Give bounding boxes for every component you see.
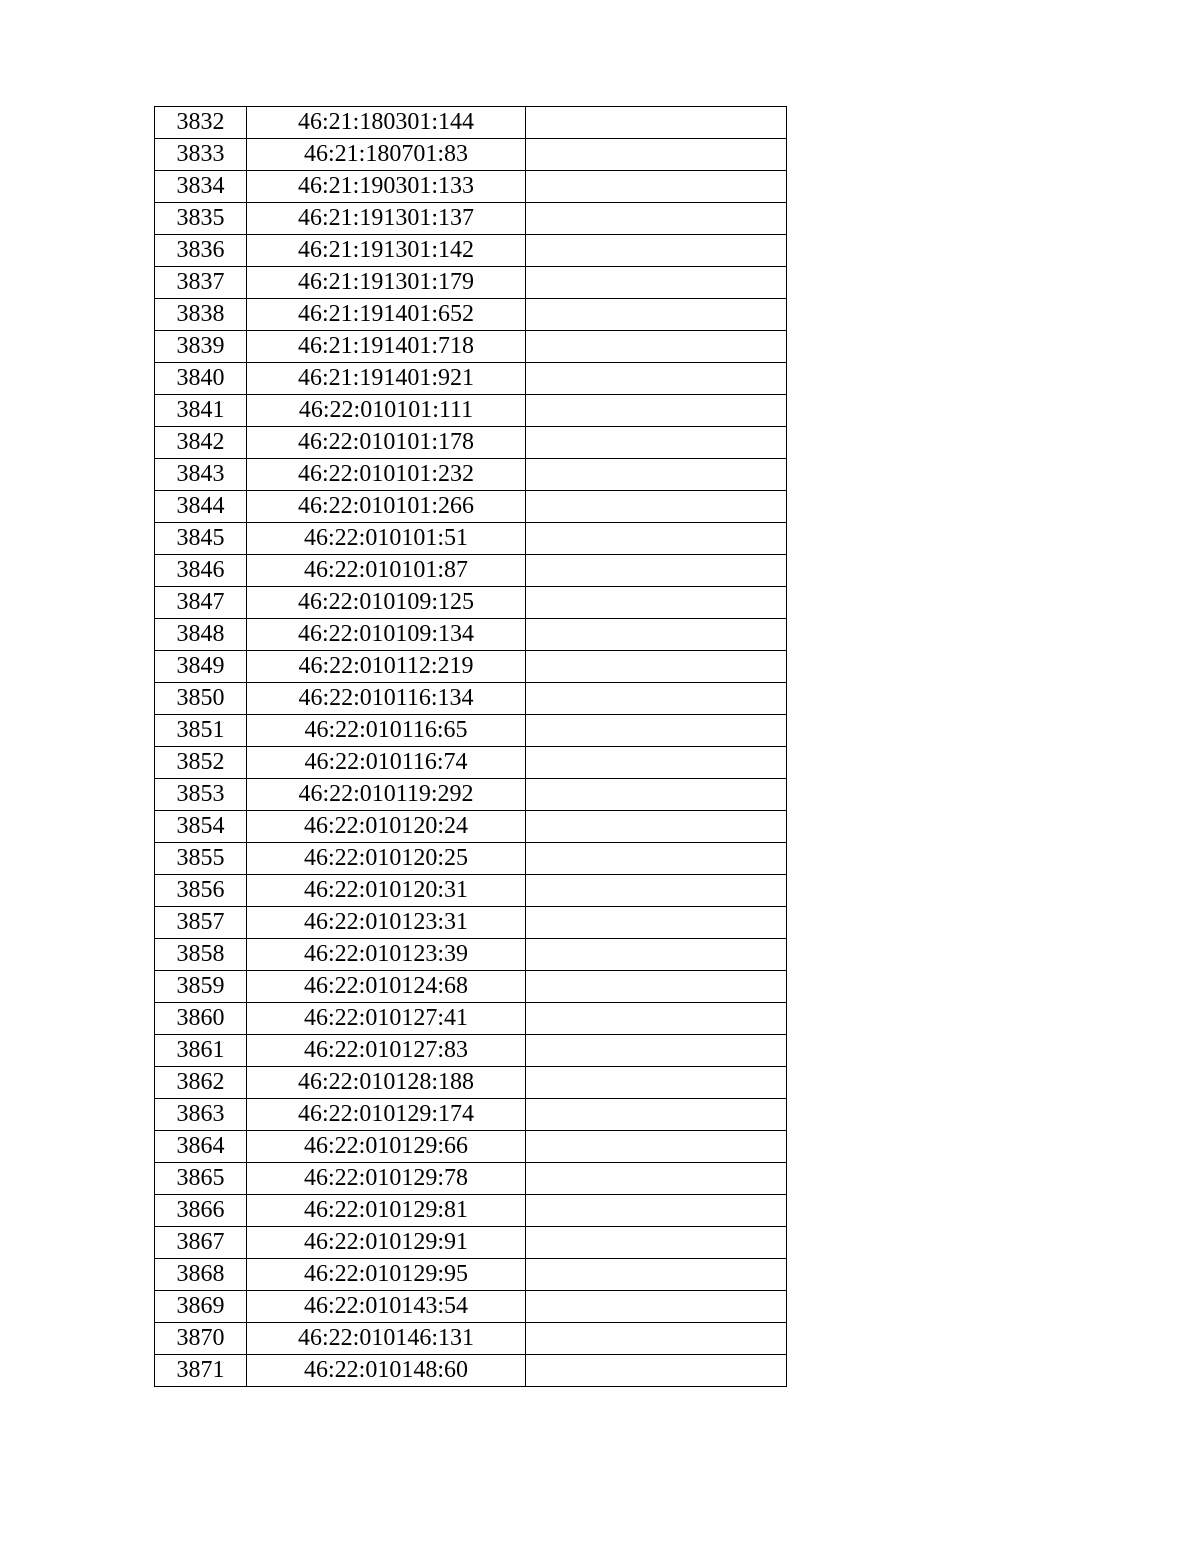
table-row — [155, 427, 787, 459]
table-row — [155, 683, 787, 715]
cadastral-number-cell: 46:22:010129:95 — [247, 1259, 526, 1291]
cadastral-number-cell: 46:21:191301:142 — [247, 235, 526, 267]
table-row — [155, 875, 787, 907]
row-number-cell: 3865 — [155, 1163, 247, 1195]
empty-cell — [526, 427, 787, 459]
row-number-cell: 3852 — [155, 747, 247, 779]
row-number-cell: 3836 — [155, 235, 247, 267]
table-row — [155, 555, 787, 587]
empty-cell — [526, 555, 787, 587]
empty-cell — [526, 587, 787, 619]
table-row — [155, 1323, 787, 1355]
table-row — [155, 491, 787, 523]
cadastral-number-cell: 46:22:010101:87 — [247, 555, 526, 587]
row-number-cell: 3846 — [155, 555, 247, 587]
cadastral-table — [154, 106, 787, 1387]
cadastral-number-cell: 46:21:191401:921 — [247, 363, 526, 395]
row-number-cell: 3837 — [155, 267, 247, 299]
cadastral-number-cell: 46:22:010116:65 — [247, 715, 526, 747]
row-number-cell: 3843 — [155, 459, 247, 491]
empty-cell — [526, 747, 787, 779]
table-row — [155, 395, 787, 427]
row-number-cell: 3834 — [155, 171, 247, 203]
row-number-cell: 3842 — [155, 427, 247, 459]
cadastral-number-cell: 46:22:010143:54 — [247, 1291, 526, 1323]
table-row — [155, 107, 787, 139]
empty-cell — [526, 171, 787, 203]
empty-cell — [526, 203, 787, 235]
table-row — [155, 331, 787, 363]
empty-cell — [526, 1163, 787, 1195]
table-row — [155, 1003, 787, 1035]
empty-cell — [526, 459, 787, 491]
table-row — [155, 1163, 787, 1195]
empty-cell — [526, 843, 787, 875]
empty-cell — [526, 1323, 787, 1355]
table-row — [155, 459, 787, 491]
cadastral-number-cell: 46:22:010129:91 — [247, 1227, 526, 1259]
row-number-cell: 3862 — [155, 1067, 247, 1099]
row-number-cell: 3848 — [155, 619, 247, 651]
cadastral-number-cell: 46:22:010129:66 — [247, 1131, 526, 1163]
empty-cell — [526, 1131, 787, 1163]
empty-cell — [526, 875, 787, 907]
table-row — [155, 747, 787, 779]
empty-cell — [526, 651, 787, 683]
empty-cell — [526, 683, 787, 715]
empty-cell — [526, 363, 787, 395]
table-row — [155, 715, 787, 747]
cadastral-number-cell: 46:22:010116:134 — [247, 683, 526, 715]
cadastral-number-cell: 46:21:191301:179 — [247, 267, 526, 299]
table-row — [155, 171, 787, 203]
cadastral-number-cell: 46:22:010112:219 — [247, 651, 526, 683]
cadastral-number-cell: 46:21:191401:718 — [247, 331, 526, 363]
table-row — [155, 139, 787, 171]
table-row — [155, 1035, 787, 1067]
empty-cell — [526, 619, 787, 651]
row-number-cell: 3870 — [155, 1323, 247, 1355]
row-number-cell: 3860 — [155, 1003, 247, 1035]
cadastral-number-cell: 46:22:010120:25 — [247, 843, 526, 875]
cadastral-number-cell: 46:22:010127:83 — [247, 1035, 526, 1067]
cadastral-number-cell: 46:21:191301:137 — [247, 203, 526, 235]
cadastral-number-cell: 46:22:010146:131 — [247, 1323, 526, 1355]
row-number-cell: 3847 — [155, 587, 247, 619]
empty-cell — [526, 1355, 787, 1387]
cadastral-number-cell: 46:21:190301:133 — [247, 171, 526, 203]
row-number-cell: 3859 — [155, 971, 247, 1003]
table-row — [155, 363, 787, 395]
row-number-cell: 3869 — [155, 1291, 247, 1323]
cadastral-number-cell: 46:22:010123:39 — [247, 939, 526, 971]
table-row — [155, 267, 787, 299]
table-row — [155, 619, 787, 651]
cadastral-number-cell: 46:22:010119:292 — [247, 779, 526, 811]
cadastral-number-cell: 46:21:180301:144 — [247, 107, 526, 139]
cadastral-number-cell: 46:22:010109:125 — [247, 587, 526, 619]
empty-cell — [526, 811, 787, 843]
empty-cell — [526, 331, 787, 363]
row-number-cell: 3853 — [155, 779, 247, 811]
cadastral-number-cell: 46:22:010148:60 — [247, 1355, 526, 1387]
row-number-cell: 3863 — [155, 1099, 247, 1131]
row-number-cell: 3832 — [155, 107, 247, 139]
table-row — [155, 1131, 787, 1163]
cadastral-number-cell: 46:22:010127:41 — [247, 1003, 526, 1035]
row-number-cell: 3850 — [155, 683, 247, 715]
cadastral-number-cell: 46:22:010129:78 — [247, 1163, 526, 1195]
empty-cell — [526, 395, 787, 427]
empty-cell — [526, 235, 787, 267]
cadastral-number-cell: 46:22:010101:232 — [247, 459, 526, 491]
empty-cell — [526, 939, 787, 971]
table-body — [155, 107, 787, 1387]
empty-cell — [526, 715, 787, 747]
row-number-cell: 3857 — [155, 907, 247, 939]
table-row — [155, 651, 787, 683]
row-number-cell: 3851 — [155, 715, 247, 747]
row-number-cell: 3845 — [155, 523, 247, 555]
row-number-cell: 3867 — [155, 1227, 247, 1259]
table-row — [155, 1099, 787, 1131]
row-number-cell: 3835 — [155, 203, 247, 235]
table-row — [155, 1227, 787, 1259]
row-number-cell: 3844 — [155, 491, 247, 523]
empty-cell — [526, 491, 787, 523]
table-row — [155, 587, 787, 619]
cadastral-number-cell: 46:22:010120:24 — [247, 811, 526, 843]
table-row — [155, 939, 787, 971]
empty-cell — [526, 107, 787, 139]
row-number-cell: 3864 — [155, 1131, 247, 1163]
empty-cell — [526, 971, 787, 1003]
empty-cell — [526, 139, 787, 171]
empty-cell — [526, 1099, 787, 1131]
row-number-cell: 3849 — [155, 651, 247, 683]
table-row — [155, 1259, 787, 1291]
row-number-cell: 3868 — [155, 1259, 247, 1291]
empty-cell — [526, 1227, 787, 1259]
cadastral-number-cell: 46:22:010101:51 — [247, 523, 526, 555]
table-row — [155, 1067, 787, 1099]
empty-cell — [526, 907, 787, 939]
empty-cell — [526, 1067, 787, 1099]
table-row — [155, 203, 787, 235]
row-number-cell: 3838 — [155, 299, 247, 331]
row-number-cell: 3833 — [155, 139, 247, 171]
table-row — [155, 971, 787, 1003]
table-row — [155, 1195, 787, 1227]
cadastral-number-cell: 46:21:191401:652 — [247, 299, 526, 331]
empty-cell — [526, 299, 787, 331]
cadastral-number-cell: 46:22:010123:31 — [247, 907, 526, 939]
empty-cell — [526, 1035, 787, 1067]
table-row — [155, 843, 787, 875]
cadastral-number-cell: 46:21:180701:83 — [247, 139, 526, 171]
cadastral-number-cell: 46:22:010116:74 — [247, 747, 526, 779]
row-number-cell: 3856 — [155, 875, 247, 907]
table-row — [155, 523, 787, 555]
empty-cell — [526, 1259, 787, 1291]
empty-cell — [526, 523, 787, 555]
cadastral-number-cell: 46:22:010129:81 — [247, 1195, 526, 1227]
row-number-cell: 3858 — [155, 939, 247, 971]
cadastral-number-cell: 46:22:010109:134 — [247, 619, 526, 651]
table-row — [155, 1291, 787, 1323]
cadastral-number-cell: 46:22:010101:178 — [247, 427, 526, 459]
cadastral-number-cell: 46:22:010128:188 — [247, 1067, 526, 1099]
table-row — [155, 811, 787, 843]
cadastral-number-cell: 46:22:010129:174 — [247, 1099, 526, 1131]
cadastral-number-cell: 46:22:010120:31 — [247, 875, 526, 907]
cadastral-number-cell: 46:22:010124:68 — [247, 971, 526, 1003]
row-number-cell: 3866 — [155, 1195, 247, 1227]
table-row — [155, 907, 787, 939]
row-number-cell: 3855 — [155, 843, 247, 875]
empty-cell — [526, 1003, 787, 1035]
row-number-cell: 3854 — [155, 811, 247, 843]
row-number-cell: 3861 — [155, 1035, 247, 1067]
row-number-cell: 3839 — [155, 331, 247, 363]
table-row — [155, 779, 787, 811]
cadastral-number-cell: 46:22:010101:266 — [247, 491, 526, 523]
empty-cell — [526, 779, 787, 811]
table-row — [155, 235, 787, 267]
row-number-cell: 3871 — [155, 1355, 247, 1387]
cadastral-number-cell: 46:22:010101:111 — [247, 395, 526, 427]
table-row — [155, 299, 787, 331]
row-number-cell: 3840 — [155, 363, 247, 395]
empty-cell — [526, 267, 787, 299]
empty-cell — [526, 1195, 787, 1227]
empty-cell — [526, 1291, 787, 1323]
row-number-cell: 3841 — [155, 395, 247, 427]
table-row — [155, 1355, 787, 1387]
